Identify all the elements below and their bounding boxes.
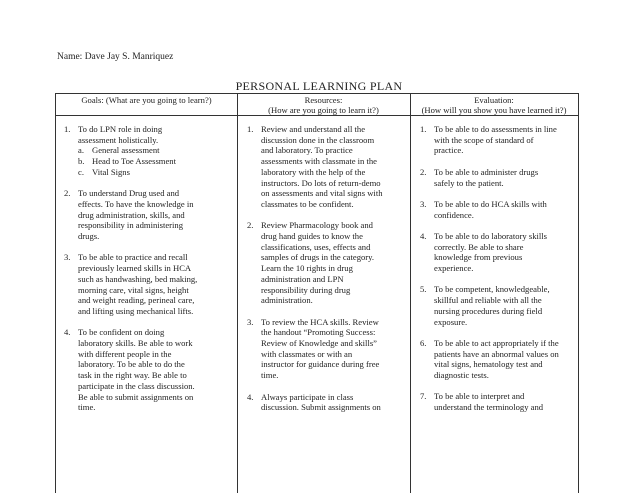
header-evaluation — [410, 94, 578, 116]
evaluation-item-number: 2. — [420, 166, 427, 177]
resource-item-line: with classmates or with an — [261, 348, 353, 359]
resource-item-line: Always participate in class — [261, 391, 354, 402]
evaluation-item-line: exposure. — [434, 316, 468, 327]
goal-item-line: laboratory skills. Be able to work — [78, 338, 193, 349]
evaluation-item-line: practice. — [434, 145, 464, 156]
resource-item-line: samples of drugs in the category. — [261, 252, 375, 263]
evaluation-item-line: To be able to interpret and — [434, 391, 525, 402]
resource-item-line: and laboratory. To practice — [261, 145, 353, 156]
goal-item-line: time. — [78, 402, 96, 413]
goal-item-line: task in the right way. Be able to — [78, 370, 187, 381]
resource-item-line: administration. — [261, 295, 313, 306]
goal-sub-item — [78, 156, 234, 167]
evaluation-item-line: understand the terminology and — [434, 402, 544, 413]
resource-item — [239, 317, 409, 381]
goal-sub-item — [78, 167, 234, 178]
evaluation-item-line: skillful and reliable with all the — [434, 295, 542, 306]
evaluation-item-line: nursing procedures during field — [434, 305, 543, 316]
goal-sub-item-text: General assessment — [92, 145, 160, 156]
evaluation-item-number: 6. — [420, 337, 427, 348]
resources-column — [239, 124, 409, 424]
resource-item-line: classmates to be confident. — [261, 198, 354, 209]
evaluation-item-number: 3. — [420, 198, 427, 209]
goal-item-line: participate in the class discussion. — [78, 380, 195, 391]
evaluation-item-line: To be able to do HCA skills with — [434, 198, 547, 209]
resource-item-line: drug hand guides to know the — [261, 231, 363, 242]
evaluation-item — [412, 391, 580, 412]
evaluation-item-line: patients have an abnormal values on — [434, 348, 559, 359]
evaluation-item-number: 4. — [420, 230, 427, 241]
goal-item-number: 2. — [64, 188, 71, 199]
header-resources — [237, 94, 410, 116]
goal-sub-item-text: Vital Signs — [92, 166, 130, 177]
goal-item-line: drug administration, skills, and — [78, 209, 185, 220]
goal-sub-item-text: Head to Toe Assessment — [92, 156, 176, 167]
resource-item-line: discussion. Submit assignments on — [261, 402, 381, 413]
goal-item-number: 4. — [64, 327, 71, 338]
resource-item-line: classifications, uses, effects and — [261, 241, 371, 252]
resource-item-line: Learn the 10 rights in drug — [261, 263, 353, 274]
evaluation-item-line: To be able to do laboratory skills — [434, 230, 548, 241]
resource-item-number: 1. — [247, 124, 254, 134]
goal-item — [56, 188, 234, 242]
goal-item-line: morning care, vital signs, height — [78, 284, 189, 295]
resource-item-line: on assessments and vital signs with — [261, 188, 383, 199]
goal-sub-item-letter: b. — [78, 156, 85, 167]
goal-item-line: To be confident on doing — [78, 327, 165, 338]
resource-item — [239, 220, 409, 306]
resource-item-line: instructor for guidance during free — [261, 359, 380, 370]
evaluation-item — [412, 199, 580, 220]
goal-item-line: and weight reading, perineal care, — [78, 295, 195, 306]
learning-plan-table — [55, 93, 579, 493]
resource-item-number: 3. — [247, 316, 254, 327]
evaluation-item — [412, 124, 580, 156]
evaluation-item-line: safely to the patient. — [434, 177, 504, 188]
goal-item-line: assessment holistically. — [78, 134, 159, 145]
evaluation-item — [412, 167, 580, 188]
goal-item-line: To do LPN role in doing — [78, 124, 163, 134]
evaluation-item — [412, 284, 580, 327]
goal-sub-item — [78, 145, 234, 156]
evaluation-item-line: To be able to do assessments in line — [434, 124, 557, 134]
goal-item-line: laboratory. To be able to do the — [78, 359, 185, 370]
page-title: PERSONAL LEARNING PLAN — [235, 79, 403, 93]
goal-item-line: drugs. — [78, 231, 100, 242]
column-divider — [237, 94, 238, 493]
resource-item-line: administration and LPN — [261, 273, 344, 284]
goal-item-line: responsibility in administering — [78, 220, 184, 231]
resource-item — [239, 124, 409, 210]
column-divider — [410, 94, 411, 493]
resource-item-line: laboratory with the help of the — [261, 166, 366, 177]
evaluation-item-line: knowledge from previous — [434, 252, 523, 263]
goal-item-line: and lifting using mechanical lifts. — [78, 305, 194, 316]
goal-sub-item-letter: c. — [78, 166, 84, 177]
evaluation-item-number: 1. — [420, 124, 427, 134]
header-resources-title: Resources: — [304, 95, 343, 105]
goals-column — [56, 124, 234, 424]
header-resources-subtitle: (How are you going to learn it?) — [268, 105, 379, 115]
resource-item-line: assessments with classmate in the — [261, 156, 377, 167]
resource-item-line: the handout “Promoting Success: — [261, 327, 376, 338]
evaluation-item-line: vital signs, hematology test and — [434, 359, 543, 370]
evaluation-item-line: correctly. Be able to share — [434, 241, 524, 252]
goal-item-line: To be able to practice and recall — [78, 252, 188, 263]
evaluation-item — [412, 231, 580, 274]
evaluation-item-line: experience. — [434, 263, 474, 274]
goal-item-line: previously learned skills in HCA — [78, 263, 192, 274]
header-evaluation-subtitle: (How will you show you have learned it?) — [421, 105, 567, 115]
header-goals — [56, 94, 237, 116]
header-goals-label: Goals: (What are you going to learn?) — [81, 95, 212, 105]
resource-item — [239, 392, 409, 413]
goal-item-line: with different people in the — [78, 348, 172, 359]
resource-item-line: Review Pharmacology book and — [261, 220, 373, 231]
goal-item-line: effects. To have the knowledge in — [78, 198, 194, 209]
evaluation-item-number: 5. — [420, 284, 427, 295]
evaluation-item — [412, 338, 580, 381]
resource-item-line: Review of Knowledge and skills” — [261, 338, 377, 349]
student-name: Name: Dave Jay S. Manriquez — [57, 52, 174, 62]
resource-item-number: 2. — [247, 220, 254, 231]
goal-item-line: Be able to submit assignments on — [78, 391, 194, 402]
goal-item-line: such as handwashing, bed making, — [78, 273, 198, 284]
goal-item — [56, 124, 234, 178]
goal-item-number: 1. — [64, 124, 71, 134]
evaluation-item-line: with the scope of standard of — [434, 134, 534, 145]
resource-item-line: instructors. Do lots of return-demo — [261, 177, 381, 188]
evaluation-item-line: confidence. — [434, 209, 474, 220]
evaluation-column — [412, 124, 580, 424]
resource-item-number: 4. — [247, 391, 254, 402]
resource-item-line: discussion done in the classroom — [261, 134, 375, 145]
resource-item-line: Review and understand all the — [261, 124, 366, 134]
resource-item-line: responsibility during drug — [261, 284, 351, 295]
goal-item — [56, 327, 234, 413]
goal-item-line: To understand Drug used and — [78, 188, 180, 199]
goal-sub-item-letter: a. — [78, 145, 84, 156]
goal-item-number: 3. — [64, 252, 71, 263]
resource-item-line: To review the HCA skills. Review — [261, 316, 379, 327]
evaluation-item-line: To be competent, knowledgeable, — [434, 284, 550, 295]
evaluation-item-line: To be able to administer drugs — [434, 166, 539, 177]
header-evaluation-title: Evaluation: — [474, 95, 514, 105]
evaluation-item-line: diagnostic tests. — [434, 370, 489, 381]
evaluation-item-line: To be able to act appropriately if the — [434, 337, 559, 348]
evaluation-item-number: 7. — [420, 391, 427, 402]
resource-item-line: time. — [261, 370, 279, 381]
goal-item — [56, 252, 234, 316]
